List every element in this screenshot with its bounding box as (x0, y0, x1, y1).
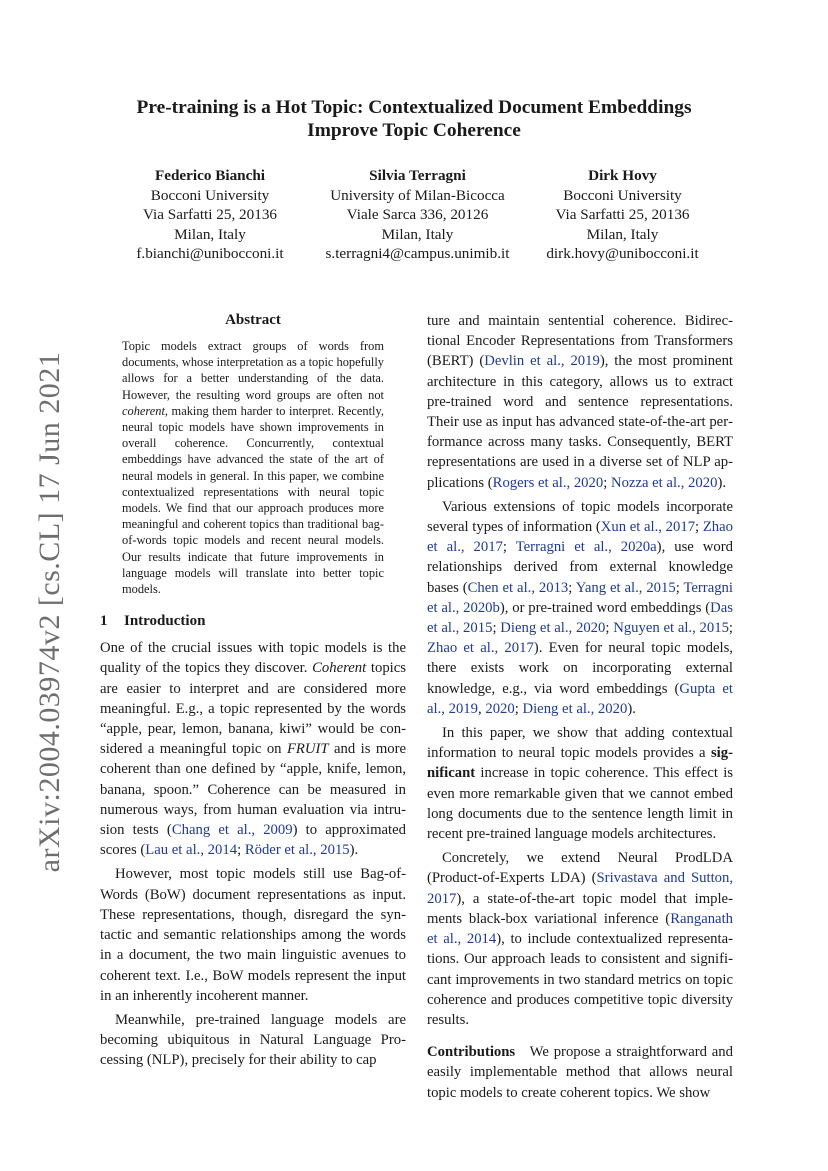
paragraph-text: and is more coherent than one defined by “apple, knife, lemon, banana, spoon.” Coherence can be measured in numerous ways, from human evaluation via intrusion tests ( (100, 741, 406, 839)
author-affiliation: University of Milan-Bicocca (330, 186, 505, 204)
paragraph-text: Concretely, we extend Neural ProdLDA (Product-of-Experts LDA) ( (427, 850, 733, 887)
left-column (100, 311, 406, 1071)
section-title: Introduction (124, 613, 206, 630)
paragraph-text: topics are easier to interpret and are considered more meaningful. E.g., a topic represented by the words “apple, pear, lemon, banana, kiwi” would be considered a meaningful topic on (100, 660, 406, 758)
paragraph-text: One of the crucial issues with topic models is the quality of the topics they discover. (100, 640, 406, 677)
citation-link[interactable]: Nguyen et al., 2015 (613, 620, 729, 637)
author-address: Via Sarfatti 25, 20136 (142, 206, 278, 223)
citation-link[interactable]: Rogers et al., 2020 (492, 474, 604, 491)
paragraph-text: We propose a straightforward and easily implementable method that allows neural topic models to create coherent topics. We show (427, 1044, 733, 1101)
citation-link[interactable]: Chen et al., 2013 (467, 579, 569, 596)
paragraph-text: ) to approximated scores ( (100, 822, 406, 859)
citation-link[interactable]: Srivastava and Sutton, 2017 (427, 870, 734, 907)
citation-link[interactable]: Ranganath et al., 2014 (427, 910, 733, 948)
paragraph (427, 723, 733, 844)
author-city: Milan, Italy (381, 225, 454, 243)
citation-link[interactable]: Lau et al., 2014 (145, 842, 238, 859)
author-block-3 (535, 166, 710, 264)
citation-link[interactable]: Yang et al., 2015 (575, 579, 676, 596)
citation-link[interactable]: Das et al., 2015 (427, 599, 734, 637)
author-city: Milan, Italy (174, 225, 246, 243)
paragraph-text: , (478, 700, 486, 717)
paragraph (100, 638, 406, 860)
paragraph-text: ; (675, 579, 684, 596)
paragraph: Meanwhile, pre-trained language models are becoming ubiquitous in Natural Language Processing (NLP), precisely for their ability to cap (100, 1011, 406, 1069)
citation-link[interactable]: Terragni et al., 2020a (515, 539, 657, 556)
author-affiliation: Bocconi University (563, 186, 682, 204)
paragraph-text: ), the most prominent architecture in this category, allows us to extract pre-trained word and sentence representations. Their use as input has advanced state-of-the-art performance across many tasks. Consequently, BERT representations are used in a diverse set of NLP applications ( (427, 353, 733, 491)
citation-link[interactable]: Chang et al., 2009 (171, 822, 293, 839)
author-email[interactable]: s.terragni4@campus.unimib.it (325, 245, 510, 262)
paragraph-text: In this paper, we show that adding contextual information to neural topic models provides a (427, 725, 733, 762)
author-city: Milan, Italy (586, 225, 659, 243)
citation-link[interactable]: Nozza et al., 2020 (610, 474, 718, 491)
paragraph-title: Contributions (427, 1044, 516, 1061)
paragraph-text: ), or pre-trained word embeddings ( (499, 599, 711, 616)
citation-link[interactable]: Gupta et al., 2019 (427, 680, 733, 717)
author-affiliation: Bocconi University (150, 186, 270, 204)
abstract-text-part: , making them harder to interpret. Recently, neural topic models have shown improvements in overall coherence. Concurrently, contextual embeddings have advanced the state of the art of neural models in general. In this paper, we combine contextualized representations with neural topic models. We find that our approach produces more meaningful and coherent topics than traditional bag-of-words topic models and recent neural models. Our results indicate that future improvements in language models will translate into better topic models. (122, 403, 384, 597)
citation-link[interactable]: Röder et al., 2015 (244, 842, 350, 859)
author-name: Silvia Terragni (369, 167, 466, 184)
citation-link[interactable]: Terragni et al., 2020b (427, 579, 733, 616)
author-block-1 (120, 166, 300, 264)
paragraph-text: increase in topic coherence. This effect is even more remarkable given that we cannot embed long documents due to the sentence length limit in recent pre-trained language models architectures. (427, 765, 733, 843)
author-address: Viale Sarca 336, 20126 (346, 206, 489, 223)
author-block-2 (305, 166, 530, 264)
citation-link[interactable]: Xun et al., 2017 (600, 519, 696, 536)
citation-link[interactable]: Devlin et al., 2019 (484, 353, 600, 370)
paragraph-text: Various extensions of topic models incorporate several types of information ( (427, 498, 733, 536)
section-number: 1 (100, 613, 108, 630)
paragraph-text: ; (568, 579, 576, 596)
author-email[interactable]: f.bianchi@unibocconi.it (136, 245, 284, 262)
paragraph-text: ), to include contextualized representations. Our approach leads to consistent and significant improvements in two standard metrics on topic coherence and produces competitive topic diversity results. (427, 931, 733, 1028)
paragraph-text: ; (502, 539, 516, 556)
abstract-text-part: Topic models extract groups of words from documents, whose interpretation as a topic hopefully allows for a better understanding of the data. However, the resulting word groups are often not (122, 339, 384, 402)
paragraph-text: ). (627, 700, 636, 717)
bold-text: significant (427, 745, 733, 782)
paragraph (427, 848, 733, 1030)
paragraph-text: ; (603, 474, 611, 491)
paragraph-text: ; (492, 620, 501, 637)
paragraph-text: ; (237, 842, 245, 859)
paragraph-text: ). (717, 474, 727, 491)
abstract-text (122, 338, 384, 597)
arxiv-stamp: arXiv:2004.03974v2 [cs.CL] 17 Jun 2021 (33, 351, 66, 873)
emphasis: FRUIT (286, 741, 329, 758)
paragraph-text: ; (605, 620, 614, 637)
citation-link[interactable]: Dieng et al., 2020 (522, 700, 628, 717)
paragraph-text: ), a state-of-the-art topic model that implements black-box variational inference ( (427, 890, 733, 927)
author-name: Dirk Hovy (588, 167, 657, 184)
paragraph-text: ). Even for neural topic models, there exists work on incorporating external knowledge, e.g., via word embeddings ( (427, 640, 733, 697)
citation-link[interactable]: Zhao et al., 2017 (427, 519, 733, 556)
author-email[interactable]: dirk.hovy@unibocconi.it (546, 245, 699, 262)
paragraph (427, 1042, 733, 1103)
paragraph (427, 311, 733, 493)
paragraph-text: ture and maintain sentential coherence. Bidirectional Encoder Representations from Transformers (BERT) ( (427, 313, 733, 370)
title-line-2: Improve Topic Coherence (307, 120, 521, 141)
author-address: Via Sarfatti 25, 20136 (555, 206, 690, 223)
abstract-emphasis: coherent (122, 403, 165, 418)
right-column (427, 311, 733, 1103)
abstract-heading: Abstract (225, 312, 281, 328)
paragraph-text: ), use word relationships derived from external knowledge bases ( (427, 539, 733, 596)
section-heading (100, 611, 406, 631)
emphasis: Coherent (312, 660, 367, 677)
citation-link[interactable]: 2020 (485, 700, 515, 717)
paper-title (80, 96, 748, 142)
author-name: Federico Bianchi (154, 167, 266, 184)
paragraph-text: ; (695, 519, 703, 536)
title-line-1: Pre-training is a Hot Topic: Contextualized Document Embeddings (136, 97, 692, 118)
paragraph: However, most topic models still use Bag-of-Words (BoW) document representations as input. These representations, though, disregard the syntactic and semantic relationships among the words in a document, the two main linguistic avenues to coherent text. I.e., BoW models represent the input in an inherently incoherent manner. (100, 866, 406, 1004)
citation-link[interactable]: Zhao et al., 2017 (427, 640, 534, 657)
citation-link[interactable]: Dieng et al., 2020 (500, 620, 606, 637)
paragraph-text: ; (728, 620, 734, 637)
paragraph-text: ). (349, 842, 359, 859)
paragraph (427, 497, 733, 719)
paragraph-text: ; (514, 700, 523, 717)
